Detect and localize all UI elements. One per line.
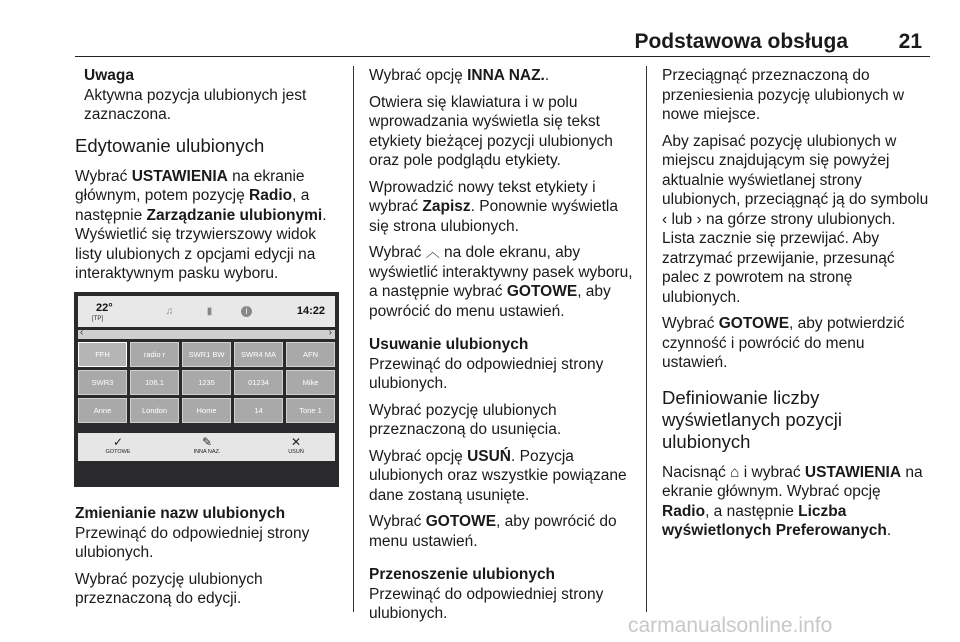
- paragraph-show-bar: Wybrać ︿ na dole ekranu, aby wyświetlić interaktywny pasek wyboru, a następnie wybrać GOTOWE, aby powrócić do menu ustawień.: [369, 244, 633, 320]
- paragraph-delete-select: Wybrać pozycję ulubionych przeznaczoną do usunięcia.: [369, 401, 562, 438]
- favourite-tile: Home: [182, 398, 231, 423]
- paragraph-move-scroll: Przewinąć do odpowiedniej strony ulubionych.: [369, 585, 604, 622]
- column-divider-1: [353, 66, 354, 612]
- favourites-row: [78, 398, 335, 423]
- favourites-row: [78, 342, 335, 367]
- favourite-tile: Anne: [78, 398, 127, 423]
- paragraph-drag-above: Aby zapisać pozycję ulubionych w miejscu znajdującym się powyżej aktualnie wyświetlanej strony ulubionych, przeciągnąć ją do symbolu ‹ lub › na górze strony ulubionych. Lista zacznie się przewijać. Aby zatrzymać przewijanie, przesunąć palec z powrotem na stronę ulubionych.: [662, 132, 929, 306]
- screen-clock: 14:22: [296, 305, 325, 317]
- chevron-right-icon: ›: [328, 327, 332, 338]
- column-2: [369, 66, 639, 631]
- favourite-tile: London: [130, 398, 179, 423]
- note-text: Aktywna pozycja ulubionych jest zaznaczona.: [84, 86, 307, 123]
- paragraph-select-edit: Wybrać pozycję ulubionych przeznaczoną do edycji.: [75, 570, 263, 607]
- column-1-lower: [75, 504, 341, 616]
- heading-move-favourites: Przenoszenie ulubionych: [369, 566, 556, 583]
- favourite-tile: AFN: [286, 342, 335, 367]
- paragraph-select-rename: Wybrać opcję INNA NAZ..: [369, 67, 550, 84]
- pencil-icon: ✎: [201, 435, 213, 449]
- chevron-left-icon: ‹: [662, 210, 668, 228]
- heading-delete-favourites: Usuwanie ulubionych: [369, 336, 529, 353]
- favourite-tile: SWR3: [78, 370, 127, 395]
- favourite-tile: SWR4 MA: [234, 342, 283, 367]
- column-divider-2: [646, 66, 647, 612]
- paragraph-delete-scroll: Przewinąć do odpowiedniej strony ulubionych.: [369, 355, 604, 392]
- page-number: 21: [898, 30, 922, 53]
- paragraph-delete-done: Wybrać GOTOWE, aby powrócić do menu ustawień.: [369, 513, 617, 550]
- interactive-selector-bar: [78, 433, 335, 461]
- paragraph-edit-intro: Wybrać USTAWIENIA na ekranie głównym, potem pozycję Radio, a następnie Zarządzanie ulubionymi. Wyświetlić się trzywierszowy widok listy ulubionych z opcjami edycji na interaktywnym pasku wyboru.: [75, 167, 327, 282]
- check-icon: ✓: [112, 435, 124, 449]
- paragraph-save: Wprowadzić nowy tekst etykiety i wybrać Zapisz. Ponownie wyświetla się strona ulubionych.: [369, 178, 618, 235]
- watermark: carmanualsonline.info: [628, 614, 833, 637]
- delete-button: ✕ USUŃ: [266, 435, 326, 455]
- paragraph-move-done: Wybrać GOTOWE, aby potwierdzić czynność i powrócić do menu ustawień.: [662, 315, 905, 371]
- paragraph-scroll: Przewinąć do odpowiedniej strony ulubionych.: [75, 524, 310, 561]
- favourite-tile: 106.1: [130, 370, 179, 395]
- screen-tp-indicator: [TP]: [92, 316, 104, 322]
- paragraph-define-count: Nacisnąć ⌂ i wybrać USTAWIENIA na ekranie głównym. Wybrać opcję Radio, a następnie Liczba wyświetlonych Preferowanych.: [662, 463, 923, 539]
- chevron-left-icon: ‹: [80, 327, 84, 338]
- chevron-up-icon: ︿: [425, 244, 440, 260]
- favourites-row: [78, 370, 335, 395]
- chevron-right-icon: ›: [696, 210, 702, 228]
- favourite-tile: radio r: [130, 342, 179, 367]
- home-icon: ⌂: [730, 463, 740, 481]
- favourite-tile: SWR1 BW: [182, 342, 231, 367]
- note: [75, 66, 341, 125]
- favourite-tile: 14: [234, 398, 283, 423]
- close-icon: ✕: [290, 435, 302, 449]
- done-button: ✓ GOTOWE: [88, 435, 148, 455]
- favourite-tile: FFH: [78, 342, 127, 367]
- favourites-scroll-bar: [78, 327, 335, 339]
- favourite-tile: 01234: [234, 370, 283, 395]
- column-1: [75, 66, 341, 291]
- screen-status-bar: [78, 296, 335, 327]
- phone-icon: ▮: [206, 306, 213, 317]
- favourites-grid: [78, 342, 335, 426]
- favourite-tile: Mike: [286, 370, 335, 395]
- rename-button: ✎ INNA NAZ.: [177, 435, 237, 455]
- column-3: [662, 66, 930, 548]
- info-icon: i: [241, 306, 252, 317]
- paragraph-drag: Przeciągnąć przeznaczoną do przeniesienia pozycję ulubionych w nowe miejsce.: [662, 67, 905, 123]
- note-title: Uwaga: [84, 67, 134, 84]
- screen-temperature: 22°: [96, 302, 113, 314]
- heading-edit-favourites: Edytowanie ulubionych: [75, 134, 265, 156]
- header-rule: [75, 56, 930, 57]
- paragraph-delete-confirm: Wybrać opcję USUŃ. Pozycja ulubionych oraz wszystkie powiązane dane zostaną usunięte.: [369, 447, 627, 504]
- page-header-title: Podstawowa obsługa: [634, 30, 848, 53]
- heading-rename-favourites: Zmienianie nazw ulubionych: [75, 505, 286, 522]
- paragraph-keyboard: Otwiera się klawiatura i w polu wprowadzania wyświetla się tekst etykiety bieżącej pozycji ulubionych oraz pole podglądu etykiety.: [369, 93, 613, 169]
- music-icon: ♫: [165, 306, 174, 317]
- favourite-tile: 1235: [182, 370, 231, 395]
- heading-define-count: Definiowanie liczby wyświetlanych pozycji ulubionych: [662, 386, 842, 452]
- favourite-tile: Tone 1: [286, 398, 335, 423]
- favourites-screen-image: [74, 292, 339, 487]
